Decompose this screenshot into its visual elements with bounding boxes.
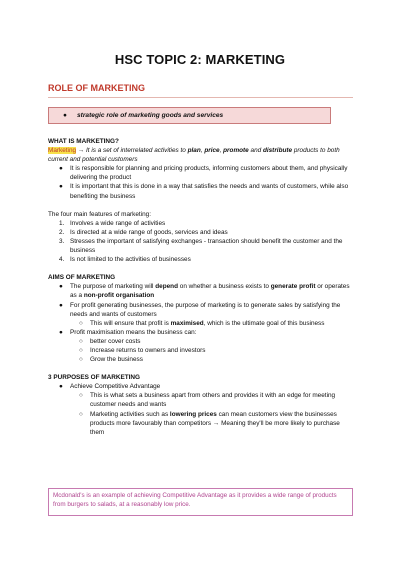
- list-item: 3. Stresses the important of satisfying exchanges - transaction should benefit the customer and the business: [59, 237, 343, 255]
- bullet-icon: ●: [59, 165, 63, 173]
- def-part: promote: [223, 147, 249, 155]
- features-list: [48, 219, 353, 264]
- list-item: ● Profit maximisation means the business can:: [59, 328, 197, 336]
- sub-bullet-icon: ○: [79, 356, 83, 364]
- document-body: [48, 137, 353, 437]
- def-part: → It is a set of interrelated activities to: [77, 147, 188, 155]
- def-part: products to both current and potential customers: [48, 147, 340, 164]
- syllabus-callout: [48, 107, 331, 124]
- list-item: ● Achieve Competitive Advantage: [59, 383, 161, 391]
- aims-list: [48, 282, 353, 364]
- aims-heading: AIMS OF MARKETING: [48, 274, 116, 282]
- bullet-icon: ●: [63, 112, 67, 119]
- sub-bullet-icon: ○: [79, 346, 83, 354]
- list-item: ○ Grow the business: [79, 356, 143, 364]
- example-box: Mcdonald's is an example of achieving Competitive Advantage as it provides a wide range of products from burgers to salads, at a reasonably low price.: [48, 488, 353, 516]
- list-item: ○ This is what sets a business apart from others and provides it with an edge for meeting customer needs and wants: [79, 392, 336, 409]
- def-part: plan: [187, 147, 201, 155]
- list-item: 4. Is not limited to the activities of businesses: [59, 256, 191, 264]
- def-part: distribute: [262, 147, 293, 155]
- def-part: ,: [200, 147, 205, 155]
- list-item: ○ This will ensure that profit is maximised, which is the ultimate goal of this business: [79, 319, 325, 327]
- bullet-icon: ●: [59, 383, 63, 391]
- marketing-definition: [48, 146, 353, 164]
- def-part: price: [204, 147, 220, 155]
- list-item: 1. Involves a wide range of activities: [59, 219, 166, 227]
- list-item: ● The purpose of marketing will depend on whether a business exists to generate profit or operates as a non-profit organisation: [59, 283, 350, 300]
- list-item: ○ better cover costs: [79, 337, 141, 345]
- page-title: HSC TOPIC 2: MARKETING: [114, 52, 286, 67]
- what-heading: WHAT IS MARKETING?: [48, 138, 119, 145]
- sub-bullet-icon: ○: [79, 392, 83, 400]
- list-item: ● It is important that this is done in a way that satisfies the needs and wants of customers, while also benefiting the business: [59, 183, 349, 200]
- callout-text: strategic role of marketing goods and services: [77, 112, 224, 119]
- what-bullets: [48, 164, 353, 200]
- list-item: ○ Increase returns to owners and investors: [79, 346, 206, 354]
- bullet-icon: ●: [59, 283, 63, 291]
- list-item: ● It is responsible for planning and pricing products, informing customers about them, and physically delivering the product: [59, 165, 348, 182]
- highlighted-term: Marketing: [48, 147, 77, 155]
- list-item: ● For profit generating businesses, the purpose of marketing is to generate sales by satisfying the needs and wants of customers: [59, 301, 341, 318]
- def-part: and: [248, 147, 263, 155]
- bullet-icon: ●: [59, 183, 63, 191]
- list-item: ○ Marketing activities such as lowering prices can mean customers view the businesses products more favourably than competitors → Meaning they'll be more likely to purchase them: [79, 410, 340, 436]
- bullet-icon: ●: [59, 301, 63, 309]
- sub-bullet-icon: ○: [79, 337, 83, 345]
- features-intro: The four main features of marketing:: [48, 210, 152, 218]
- bullet-icon: ●: [59, 328, 63, 336]
- sub-bullet-icon: ○: [79, 319, 83, 327]
- section-divider: [48, 97, 353, 98]
- section-heading: ROLE OF MARKETING: [48, 83, 145, 93]
- purposes-heading: 3 PURPOSES OF MARKETING: [48, 374, 140, 382]
- def-part: ,: [219, 147, 224, 155]
- list-item: 2. Is directed at a wide range of goods, services and ideas: [59, 228, 228, 236]
- sub-bullet-icon: ○: [79, 410, 83, 418]
- purposes-list: [48, 382, 353, 437]
